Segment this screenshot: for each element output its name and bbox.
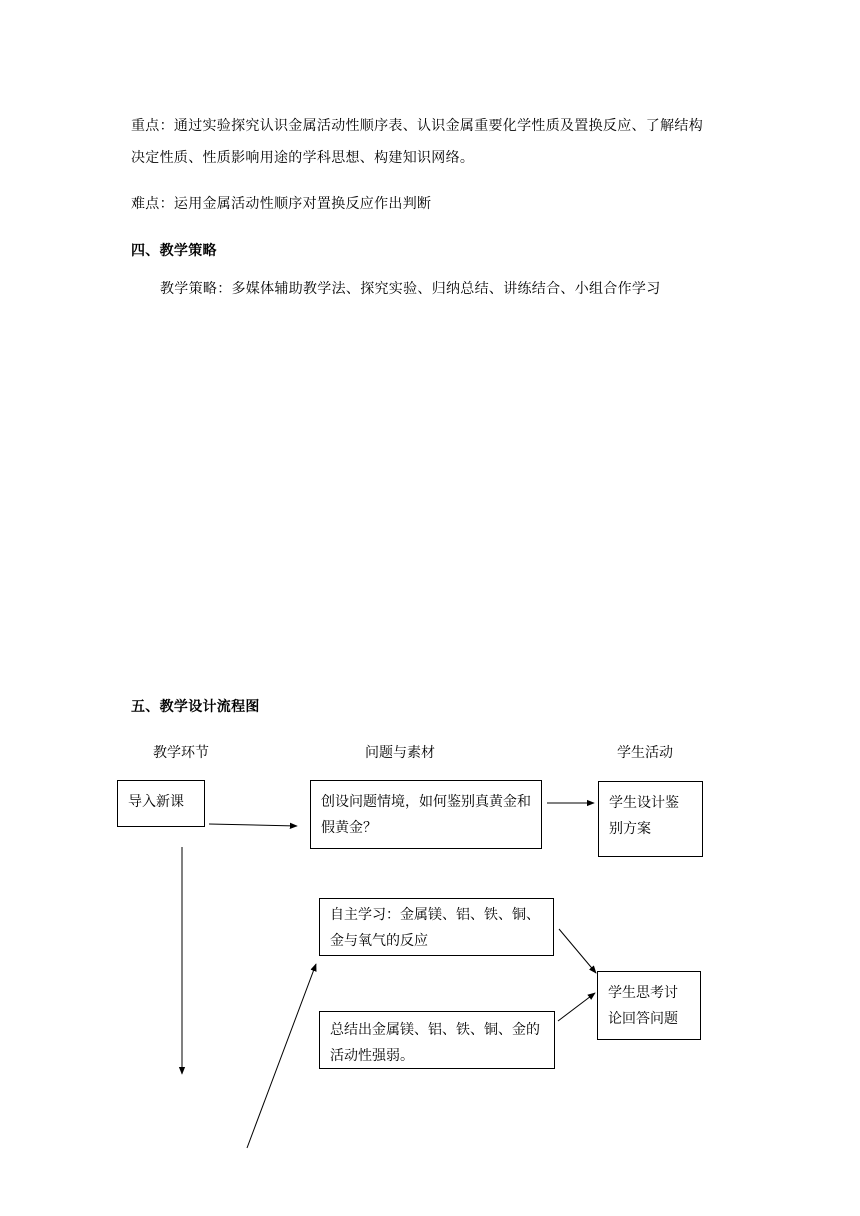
difficulty-text: 难点：运用金属活动性顺序对置换反应作出判断 — [131, 196, 432, 212]
strategy-text: 教学策略：多媒体辅助教学法、探究实验、归纳总结、讲练结合、小组合作学习 — [160, 281, 661, 297]
key-points-line-1: 重点：通过实验探究认识金属活动性顺序表、认识金属重要化学性质及置换反应、了解结构 — [131, 118, 703, 134]
key-points-line-2: 决定性质、性质影响用途的学科思想、构建知识网络。 — [131, 150, 475, 166]
arrow-up-to-self-study — [247, 964, 316, 1148]
box-discuss: 学生思考讨论回答问题 — [597, 971, 701, 1040]
box-summary: 总结出金属镁、铝、铁、铜、金的活动性强弱。 — [319, 1011, 555, 1069]
box-self-study: 自主学习：金属镁、铝、铁、铜、金与氧气的反应 — [319, 898, 554, 956]
column-header-questions-materials: 问题与素材 — [365, 745, 435, 761]
arrow-intro-to-scenario — [209, 824, 297, 826]
column-header-student-activity: 学生活动 — [617, 745, 673, 761]
arrow-self-study-to-discuss — [559, 929, 596, 973]
flow-heading: 五、教学设计流程图 — [131, 699, 260, 715]
arrow-summary-to-discuss — [558, 993, 595, 1021]
box-design: 学生设计鉴别方案 — [598, 781, 703, 857]
strategy-heading: 四、教学策略 — [131, 243, 217, 259]
column-header-teaching-stage: 教学环节 — [153, 745, 209, 761]
box-scenario: 创设问题情境，如何鉴别真黄金和假黄金？ — [310, 780, 542, 849]
box-intro: 导入新课 — [117, 780, 205, 827]
